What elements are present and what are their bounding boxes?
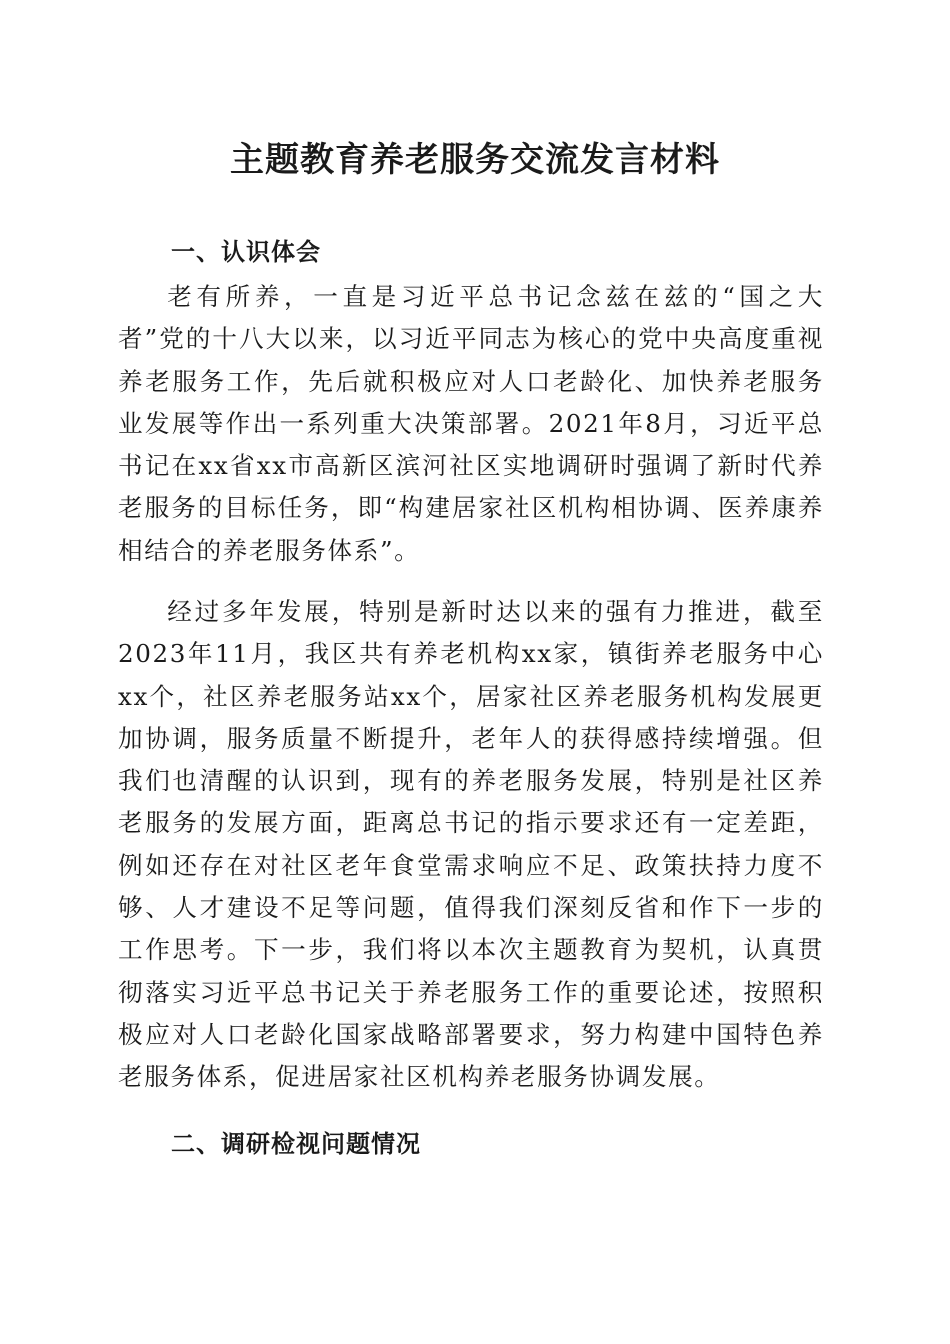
document-title: 主题教育养老服务交流发言材料	[230, 140, 720, 180]
section-heading-research-issues: 二、调研检视问题情况	[171, 1130, 421, 1158]
paragraph-understanding-1: 老有所养，一直是习近平总书记念兹在兹的“国之大者”党的十八大以来，以习近平同志为核心的党中央高度重视养老服务工作，先后就积极应对人口老龄化、加快养老服务业发展等作出一系列重大决策部署。2021年8月，习近平总书记在xx省xx市高新区滨河社区实地调研时强调了新时代养老服务的目标任务，即“构建居家社区机构相协调、医养康养相结合的养老服务体系”。	[118, 282, 824, 565]
section-heading-understanding: 一、认识体会	[171, 238, 321, 266]
paragraph-understanding-2: 经过多年发展，特别是新时达以来的强有力推进，截至2023年11月，我区共有养老机构xx家，镇街养老服务中心xx个，社区养老服务站xx个，居家社区养老服务机构发展更加协调，服务质量不断提升，老年人的获得感持续增强。但我们也清醒的认识到，现有的养老服务发展，特别是社区养老服务的发展方面，距离总书记的指示要求还有一定差距，例如还存在对社区老年食堂需求响应不足、政策扶持力度不够、人才建设不足等问题，值得我们深刻反省和作下一步的工作思考。下一步，我们将以本次主题教育为契机，认真贯彻落实习近平总书记关于养老服务工作的重要论述，按照积极应对人口老龄化国家战略部署要求，努力构建中国特色养老服务体系，促进居家社区机构养老服务协调发展。	[118, 597, 824, 1092]
